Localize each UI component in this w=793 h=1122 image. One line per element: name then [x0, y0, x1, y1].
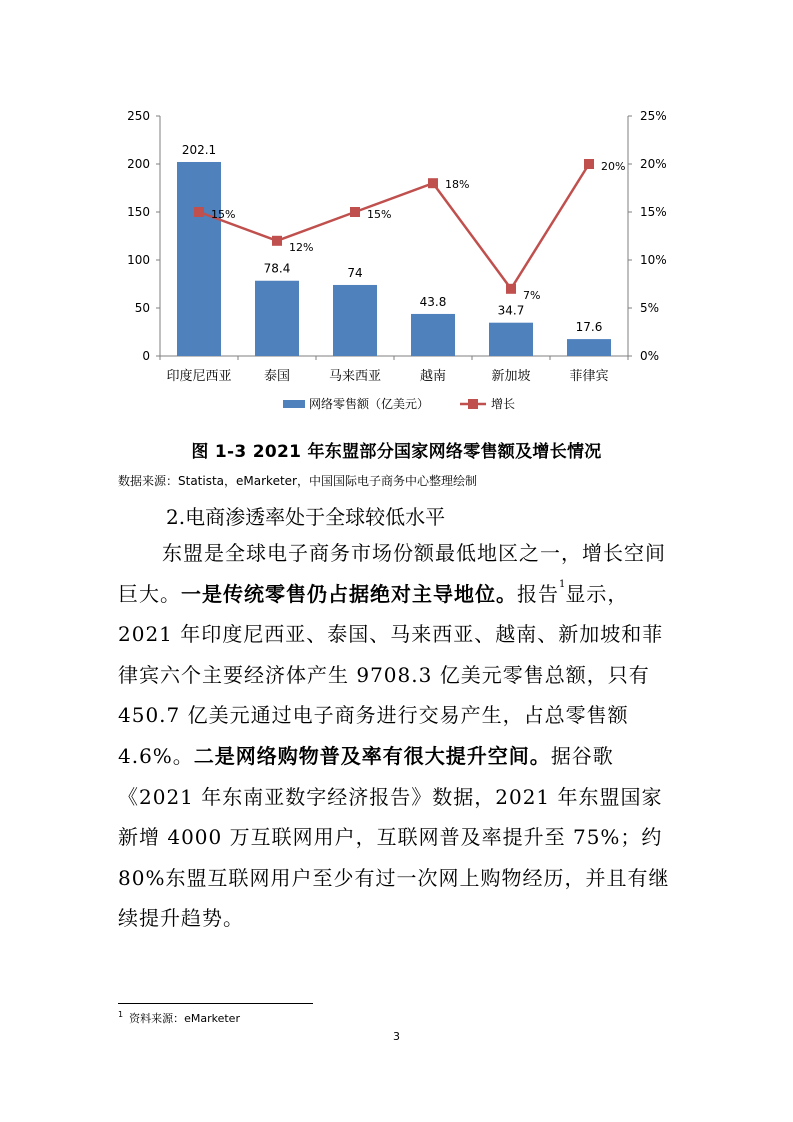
growth-marker	[194, 207, 204, 217]
bar	[333, 285, 377, 356]
growth-marker	[428, 178, 438, 188]
bar	[255, 281, 299, 356]
legend-line-marker	[468, 399, 478, 409]
footnote-mark: 1	[118, 1010, 124, 1020]
x-axis-tick-label: 马来西亚	[328, 369, 382, 384]
growth-marker	[506, 284, 516, 294]
paragraph-bold-1: 一是传统零售仍占据绝对主导地位。	[181, 581, 517, 606]
legend-line-label: 增长	[491, 397, 516, 411]
bar-data-label: 74	[347, 265, 363, 280]
x-axis-tick-label: 泰国	[263, 369, 291, 384]
footnote-divider	[118, 1003, 313, 1004]
left-axis-tick-label: 100	[127, 253, 150, 267]
paragraph-bold-2: 二是网络购物普及率有很大提升空间。	[193, 743, 551, 768]
footnote-text: 资料来源：eMarketer	[129, 1012, 240, 1025]
right-axis-tick-label: 5%	[640, 301, 660, 315]
footnote	[118, 1010, 240, 1026]
left-axis-tick-label: 50	[134, 301, 150, 315]
growth-marker	[272, 236, 282, 246]
bar-data-label: 17.6	[575, 320, 603, 335]
growth-data-label: 15%	[211, 208, 236, 221]
bar	[489, 323, 533, 356]
figure-caption: 图 1-3 2021 年东盟部分国家网络零售额及增长情况	[191, 442, 602, 462]
bar-data-label: 78.4	[263, 261, 291, 276]
legend-bar-label: 网络零售额（亿美元）	[309, 397, 430, 411]
paragraph-text-1: 东盟是全球电子商务市场份额最低地区之一，增长空间巨大。	[118, 541, 666, 606]
retail-sales-chart	[0, 0, 793, 430]
right-axis-tick-label: 0%	[640, 349, 660, 363]
legend-bar-swatch	[283, 400, 305, 408]
growth-data-label: 18%	[445, 178, 470, 192]
growth-data-label: 12%	[289, 240, 314, 254]
left-axis-tick-label: 0	[142, 349, 150, 363]
x-axis-tick-label: 菲律宾	[569, 369, 609, 384]
bar	[177, 162, 221, 356]
right-axis-tick-label: 20%	[640, 157, 667, 171]
growth-data-label: 15%	[367, 208, 392, 221]
x-axis-tick-label: 越南	[419, 369, 447, 384]
paragraph-text-4: 据谷歌《2021 年东南亚数字经济报告》数据，2021 年东盟国家新增 4000 万互联网用户，互联网普及率提升至 75%；约 80%东盟互联网用户至少有过一次网上购物经历，并且有继续提升趋势。	[118, 743, 670, 931]
growth-data-label: 7%	[523, 288, 541, 302]
growth-line	[199, 164, 589, 289]
bar-data-label: 43.8	[419, 294, 447, 309]
growth-marker	[584, 159, 594, 169]
bar-data-label: 34.7	[497, 303, 525, 318]
left-axis-tick-label: 250	[127, 109, 150, 123]
footnote-reference[interactable]: 1	[559, 578, 566, 590]
section-title: 2.电商渗透率处于全球较低水平	[166, 505, 446, 529]
x-axis-tick-label: 印度尼西亚	[166, 369, 232, 384]
left-axis-tick-label: 200	[127, 157, 150, 171]
right-axis-tick-label: 10%	[640, 253, 667, 267]
growth-marker	[350, 207, 360, 217]
figure-source: 数据来源：Statista，eMarketer，中国国际电子商务中心整理绘制	[118, 474, 477, 488]
body-paragraph	[118, 533, 678, 939]
paragraph-text-2: 报告	[517, 581, 559, 606]
bar	[567, 339, 611, 356]
bar-data-label: 202.1	[181, 142, 217, 157]
right-axis-tick-label: 15%	[640, 205, 667, 219]
bar	[411, 314, 455, 356]
growth-data-label: 20%	[601, 160, 626, 173]
right-axis-tick-label: 25%	[640, 109, 667, 123]
page-number: 3	[393, 1030, 400, 1043]
x-axis-tick-label: 新加坡	[491, 369, 531, 384]
left-axis-tick-label: 150	[127, 205, 150, 219]
paragraph-text-3: 显示，2021 年印度尼西亚、泰国、马来西亚、越南、新加坡和菲律宾六个主要经济体产生 9708.3 亿美元零售总额，只有 450.7 亿美元通过电子商务进行交易产生，占总零售额 4.6%。	[118, 581, 664, 768]
